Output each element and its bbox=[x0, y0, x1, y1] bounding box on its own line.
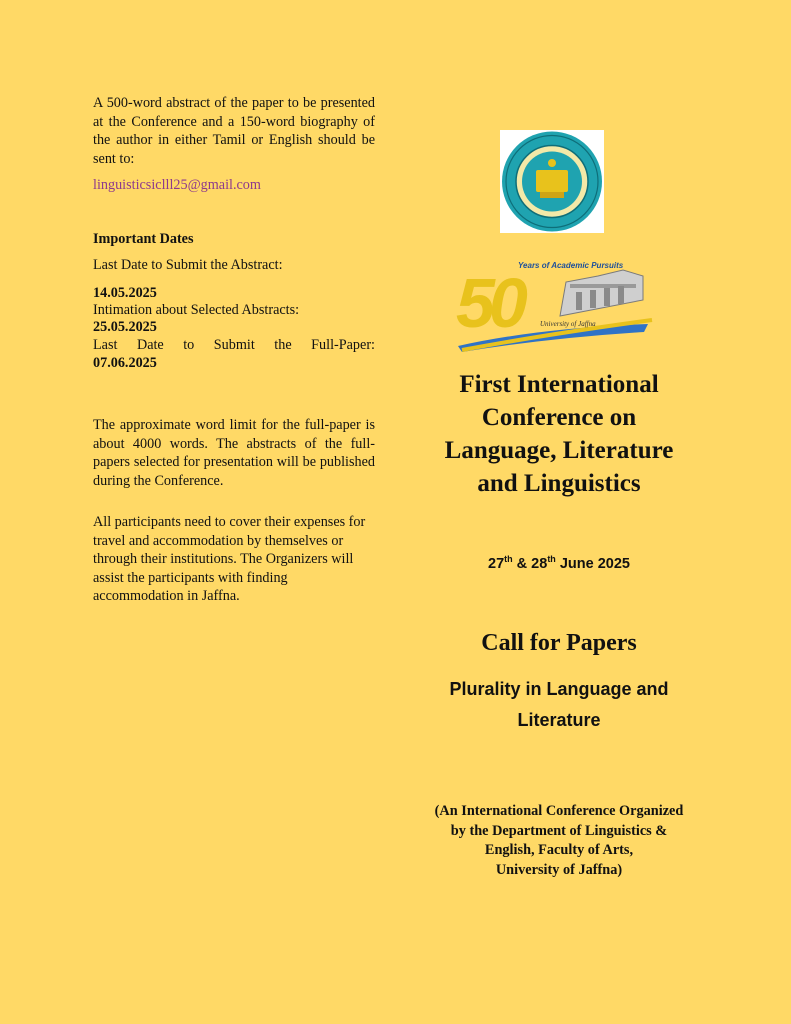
university-seal bbox=[500, 130, 604, 233]
fifty-years-logo bbox=[448, 258, 654, 353]
date-fullpaper-label: Last Date to Submit the Full-Paper: bbox=[93, 337, 375, 353]
call-for-papers-heading: Call for Papers bbox=[481, 630, 637, 656]
abstract-instructions: A 500-word abstract of the paper to be presented at the Conference and a 150-word biography of the author in either Tamil or English should be sent to: bbox=[93, 95, 375, 167]
theme-line-2: Literature bbox=[517, 710, 601, 730]
date-abstract-value: 14.05.2025 bbox=[93, 285, 157, 301]
organizer-line-1: (An International Conference Organized bbox=[434, 803, 684, 819]
fifty-number: 50 bbox=[456, 264, 522, 342]
title-line-1: First International bbox=[459, 371, 659, 398]
date-abstract-label: Last Date to Submit the Abstract: bbox=[93, 257, 283, 273]
theme-line-1: Plurality in Language and bbox=[449, 679, 669, 699]
word-limit-text: The approximate word limit for the full-paper is about 4000 words. The abstracts of the full-papers selected for presentation will be published during the Conference. bbox=[93, 417, 375, 489]
title-line-4: and Linguistics bbox=[477, 470, 641, 497]
title-line-3: Language, Literature bbox=[444, 437, 674, 464]
fifty-years-tagline: Years of Academic Pursuits bbox=[518, 261, 624, 270]
conference-date: 27th & 28th June 2025 bbox=[488, 554, 630, 572]
conference-theme bbox=[409, 674, 709, 736]
organizer-line-3: English, Faculty of Arts, bbox=[484, 842, 634, 858]
date-intimation-value: 25.05.2025 bbox=[93, 319, 157, 335]
organizer-line-2: by the Department of Linguistics & bbox=[450, 822, 668, 839]
seal-emblem-icon bbox=[500, 130, 604, 233]
organizer-line-4: University of Jaffna) bbox=[495, 861, 623, 878]
expenses-text: All participants need to cover their expenses for travel and accommodation by themselves or through their institutions. The Organizers will assist the participants with finding accommodation in Jaffna. bbox=[93, 514, 366, 604]
date-fullpaper-value: 07.06.2025 bbox=[93, 355, 157, 371]
title-line-2: Conference on bbox=[481, 404, 637, 431]
fifty-years-caption: University of Jaffna bbox=[540, 320, 596, 328]
submission-email[interactable]: linguisticsiclll25@gmail.com bbox=[93, 177, 261, 193]
organizer-info bbox=[409, 802, 709, 880]
important-dates-heading: Important Dates bbox=[93, 231, 194, 247]
conference-title bbox=[409, 368, 709, 500]
date-intimation-label: Intimation about Selected Abstracts: bbox=[93, 302, 300, 318]
